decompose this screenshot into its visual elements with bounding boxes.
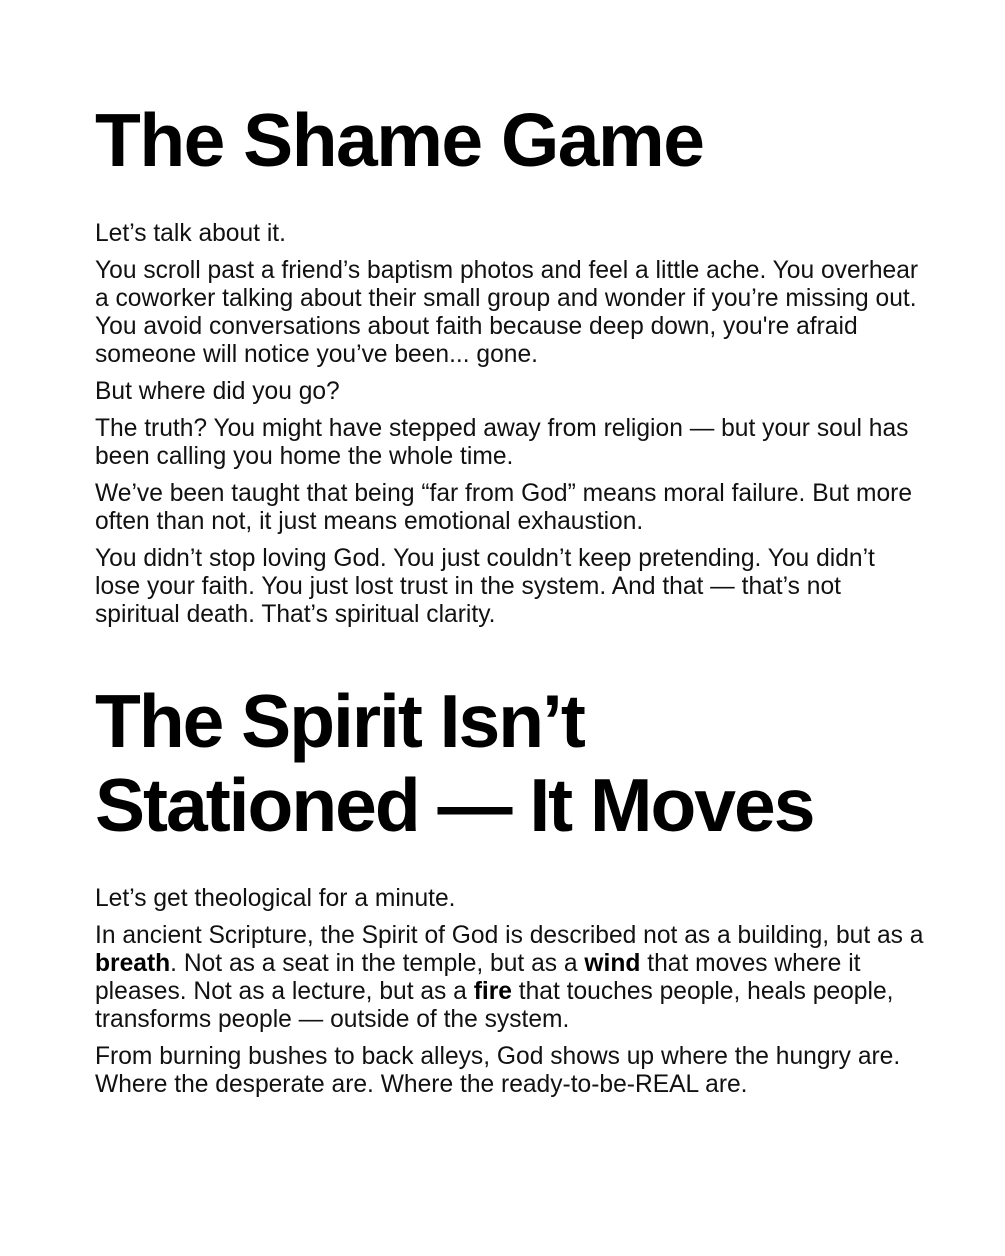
scripture-bold-fire: fire — [473, 978, 512, 1005]
paragraph-intro: Let’s talk about it. — [95, 220, 286, 247]
section-heading-shame-game: The Shame Game — [95, 98, 704, 182]
scripture-bold-wind: wind — [584, 950, 641, 977]
paragraph-far-from-god: We’ve been taught that being “far from God” means moral failure. But more often than not, it just means emotional exhaustion. — [95, 480, 912, 535]
scripture-text-1: In ancient Scripture, the Spirit of God is described not as a building, but as a — [95, 922, 924, 949]
scripture-text-4: that touches people, heals people, transforms people — outside of the system. — [95, 978, 894, 1033]
heading-line-1: The Spirit Isn’t — [95, 679, 584, 763]
scripture-bold-breath: breath — [95, 950, 171, 977]
paragraph-where-did-you-go: But where did you go? — [95, 378, 340, 405]
scripture-text-3: that moves where it pleases. Not as a lecture, but as a — [95, 950, 861, 1005]
paragraph-spiritual-clarity: You didn’t stop loving God. You just couldn’t keep pretending. You didn’t lose your faith. You just lost trust in the system. And that — that’s not spiritual death. That’s spiritual clarity. — [95, 545, 875, 628]
paragraph-the-truth: The truth? You might have stepped away from religion — but your soul has been calling you home the whole time. — [95, 415, 909, 470]
paragraph-burning-bushes: From burning bushes to back alleys, God shows up where the hungry are. Where the desperate are. Where the ready-to-be-REAL are. — [95, 1043, 901, 1098]
section-body-shame-game — [95, 220, 925, 629]
heading-line-2: Stationed — It Moves — [95, 763, 814, 847]
scripture-text-2: . Not as a seat in the temple, but as a — [170, 950, 585, 977]
section-body-spirit-moves — [95, 885, 925, 1099]
paragraph-theological: Let’s get theological for a minute. — [95, 885, 456, 912]
section-heading-spirit-moves — [95, 679, 925, 847]
paragraph-scripture — [95, 922, 925, 1034]
paragraph-scroll-past: You scroll past a friend’s baptism photos and feel a little ache. You overhear a coworker talking about their small group and wonder if you’re missing out. You avoid conversations about faith because deep down, you're afraid someone will notice you’ve been... gone. — [95, 257, 919, 368]
